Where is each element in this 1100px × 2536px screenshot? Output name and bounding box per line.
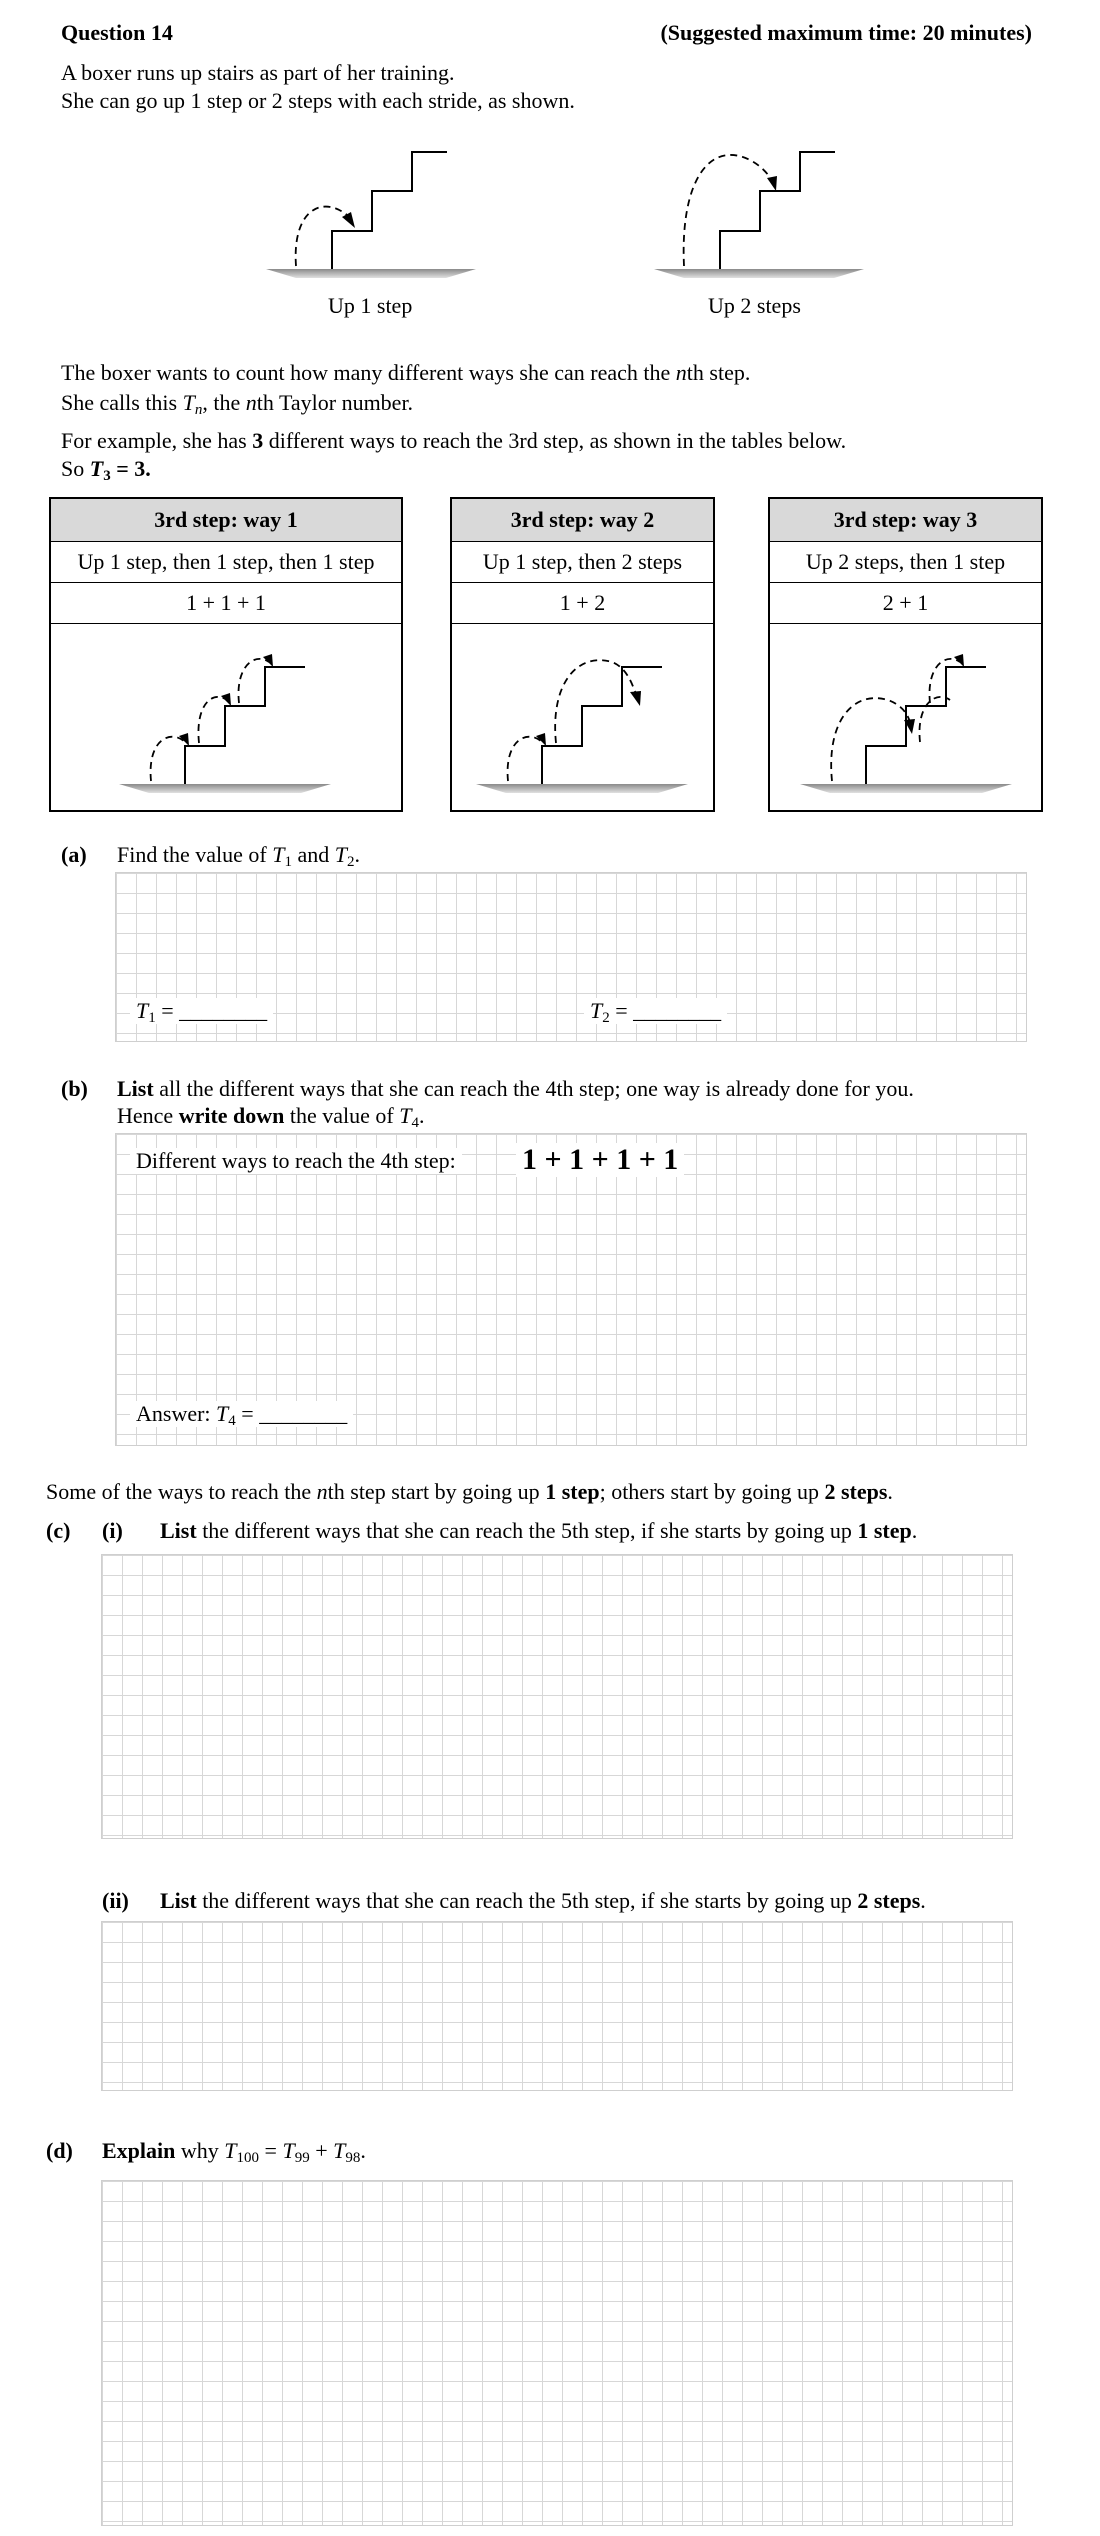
- way-1-table: [49, 497, 403, 812]
- part-c-label: (c): [46, 1518, 71, 1543]
- definition-line-2: She calls this $T_n$, the nth Taylor number.: [61, 390, 414, 418]
- way-3-title: 3rd step: way 3: [770, 499, 1041, 542]
- way-3-description: Up 2 steps, then 1 step: [770, 542, 1041, 583]
- part-c-ii-answer-grid[interactable]: [101, 1921, 1013, 2091]
- part-a-label: (a): [61, 842, 87, 867]
- way-2-diagram: [452, 624, 713, 811]
- part-a-question: Find the value of $T_1$ and $T_2$.: [117, 842, 360, 870]
- way-1-title: 3rd step: way 1: [51, 499, 401, 542]
- t4-answer[interactable]: Answer: $T_4$ = ________: [130, 1401, 353, 1427]
- way-3-diagram: [770, 624, 1041, 811]
- up-2-steps-diagram: [650, 140, 880, 290]
- definition-line-1: The boxer wants to count how many different ways she can reach the nth step.: [61, 360, 751, 385]
- intro-line-1: A boxer runs up stairs as part of her training.: [61, 60, 455, 85]
- part-c-i-answer-grid[interactable]: [101, 1554, 1013, 1839]
- suggested-time: (Suggested maximum time: 20 minutes): [660, 20, 1032, 45]
- way-1-sum: 1 + 1 + 1: [51, 583, 401, 624]
- up-1-step-diagram: [262, 140, 492, 290]
- part-d-label: (d): [46, 2138, 73, 2163]
- part-c-ii-label: (ii): [102, 1888, 129, 1913]
- part-c-intro: Some of the ways to reach the nth step start by going up 1 step; others start by going up 2 steps.: [46, 1479, 893, 1504]
- part-c-i-label: (i): [102, 1518, 123, 1543]
- t2-answer[interactable]: $T_2$ = ________: [584, 998, 727, 1024]
- way-1-description: Up 1 step, then 1 step, then 1 step: [51, 542, 401, 583]
- way-1-diagram: [51, 624, 401, 811]
- up-1-step-label: Up 1 step: [328, 293, 413, 318]
- way-3-table: [768, 497, 1043, 812]
- intro-line-2: She can go up 1 step or 2 steps with each stride, as shown.: [61, 88, 575, 113]
- example-line-2: So $T_3 = 3$.: [61, 456, 151, 484]
- t1-answer[interactable]: $T_1$ = ________: [130, 998, 273, 1024]
- given-way: 1 + 1 + 1 + 1: [516, 1143, 684, 1177]
- part-d-answer-grid[interactable]: [101, 2180, 1013, 2526]
- part-b-line-2: Hence write down the value of $T_4$.: [117, 1103, 425, 1131]
- part-d-question: Explain why $T_{100} = T_{99} + T_{98}$.: [102, 2138, 366, 2166]
- question-number: Question 14: [61, 20, 173, 45]
- example-line-1: For example, she has 3 different ways to reach the 3rd step, as shown in the tables below.: [61, 428, 847, 453]
- part-c-i-question: List the different ways that she can reach the 5th step, if she starts by going up 1 step.: [160, 1518, 918, 1543]
- way-3-sum: 2 + 1: [770, 583, 1041, 624]
- part-c-ii-question: List the different ways that she can reach the 5th step, if she starts by going up 2 steps.: [160, 1888, 926, 1913]
- part-b-answer-grid[interactable]: [115, 1133, 1027, 1446]
- part-b-line-1: List all the different ways that she can reach the 4th step; one way is already done for you.: [117, 1076, 914, 1101]
- way-2-description: Up 1 step, then 2 steps: [452, 542, 713, 583]
- way-2-sum: 1 + 2: [452, 583, 713, 624]
- part-b-label: (b): [61, 1076, 88, 1101]
- way-2-table: [450, 497, 715, 812]
- part-b-box-label: Different ways to reach the 4th step:: [130, 1148, 462, 1174]
- way-2-title: 3rd step: way 2: [452, 499, 713, 542]
- up-2-steps-label: Up 2 steps: [708, 293, 801, 318]
